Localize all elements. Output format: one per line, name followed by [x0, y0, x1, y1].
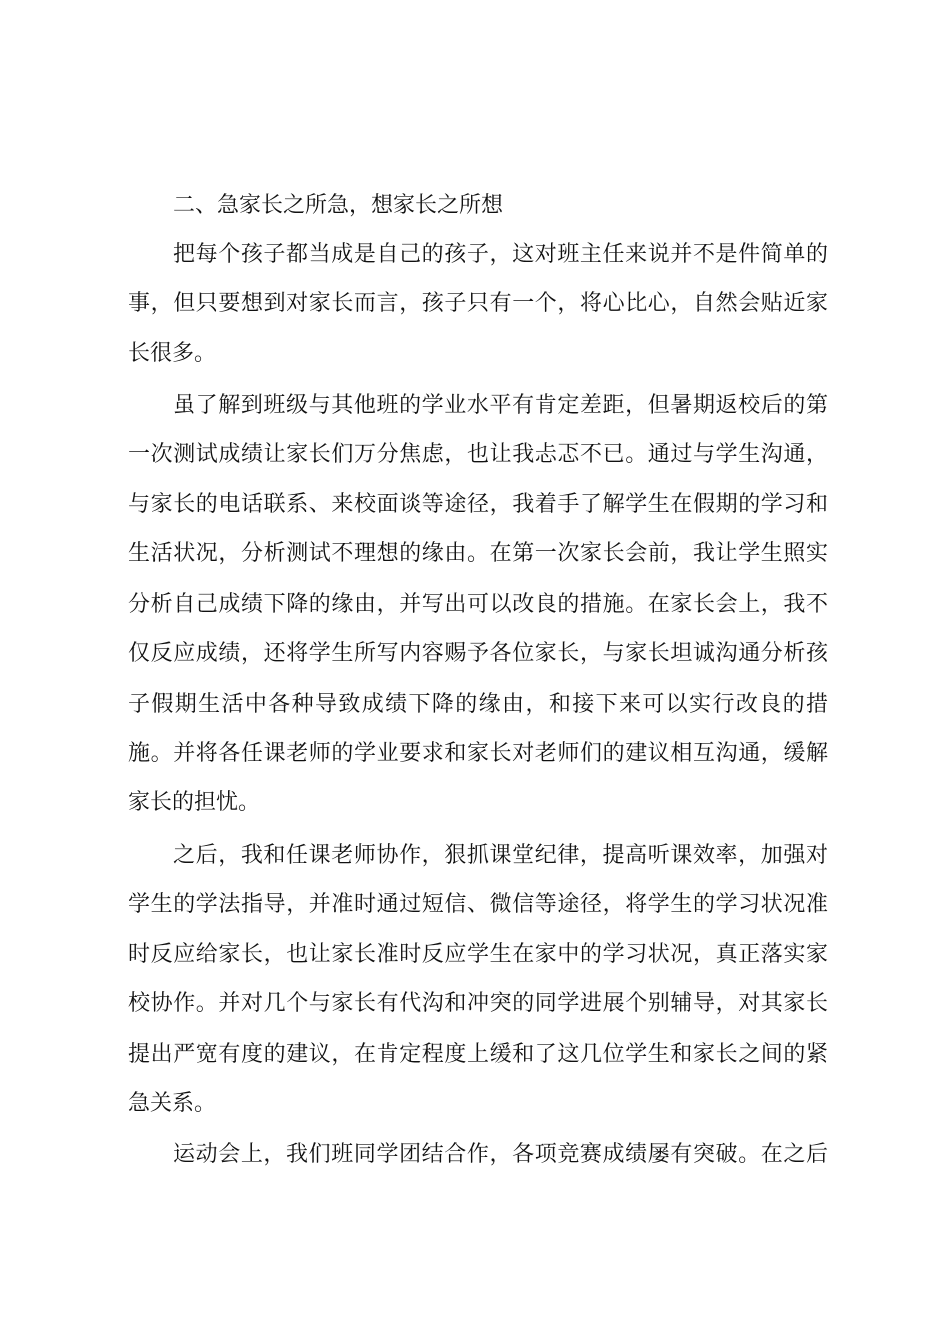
paragraph-1-line-2: 事，但只要想到对家长而言，孩子只有一个，将心比心，自然会贴近家 [128, 291, 828, 316]
paragraph-1-line-3: 长很多。 [128, 341, 217, 366]
paragraph-2-line-9: 家长的担忧。 [128, 790, 261, 815]
paragraph-2-line-7: 子假期生活中各种导致成绩下降的缘由，和接下来可以实行改良的措 [128, 692, 828, 717]
paragraph-3-line-4: 校协作。并对几个与家长有代沟和冲突的同学进展个别辅导，对其家长 [128, 991, 828, 1016]
paragraph-2-line-8: 施。并将各任课老师的学业要求和家长对老师们的建议相互沟通，缓解 [128, 741, 828, 766]
paragraph-3-line-3: 时反应给家长，也让家长准时反应学生在家中的学习状况，真正落实家 [128, 942, 828, 967]
paragraph-3-line-6: 急关系。 [128, 1091, 217, 1116]
paragraph-2-line-5: 分析自己成绩下降的缘由，并写出可以改良的措施。在家长会上，我不 [128, 592, 828, 617]
paragraph-3-line-1: 之后，我和任课老师协作，狠抓课堂纪律，提高听课效率，加强对 [173, 843, 828, 868]
paragraph-2-line-6: 仅反应成绩，还将学生所写内容赐予各位家长，与家长坦诚沟通分析孩 [128, 641, 828, 666]
section-heading: 二、急家长之所急，想家长之所想 [173, 193, 504, 218]
paragraph-2-line-4: 生活状况，分析测试不理想的缘由。在第一次家长会前，我让学生照实 [128, 541, 828, 566]
paragraph-4-line-1: 运动会上，我们班同学团结合作，各项竞赛成绩屡有突破。在之后 [173, 1142, 828, 1167]
paragraph-2-line-2: 一次测试成绩让家长们万分焦虑，也让我忐忑不已。通过与学生沟通， [128, 442, 828, 467]
paragraph-3-line-5: 提出严宽有度的建议，在肯定程度上缓和了这几位学生和家长之间的紧 [128, 1042, 828, 1067]
paragraph-2-line-3: 与家长的电话联系、来校面谈等途径，我着手了解学生在假期的学习和 [128, 492, 828, 517]
paragraph-3-line-2: 学生的学法指导，并准时通过短信、微信等途径，将学生的学习状况准 [128, 892, 828, 917]
paragraph-2-line-1: 虽了解到班级与其他班的学业水平有肯定差距，但暑期返校后的第 [173, 393, 828, 418]
paragraph-1-line-1: 把每个孩子都当成是自己的孩子，这对班主任来说并不是件简单的 [173, 242, 828, 267]
